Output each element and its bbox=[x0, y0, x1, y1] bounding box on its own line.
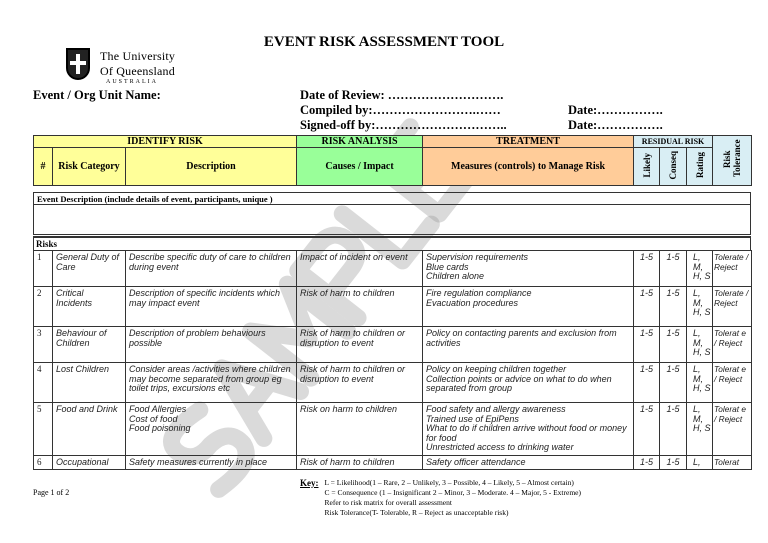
cell-tolerance[interactable]: Tolerate / Reject bbox=[713, 287, 752, 327]
cell-num[interactable]: 3 bbox=[34, 327, 53, 363]
cell-measures[interactable]: Safety officer attendance bbox=[423, 455, 634, 470]
key-consequence: C = Consequence (1 – Insignificant 2 – Minor, 3 – Moderate. 4 – Major, 5 - Extreme) bbox=[324, 488, 581, 497]
cell-description[interactable]: Food Allergies Cost of food Food poisoning bbox=[126, 403, 297, 456]
cell-description[interactable]: Safety measures currently in place bbox=[126, 455, 297, 470]
table-row bbox=[34, 363, 752, 403]
table-row bbox=[34, 327, 752, 363]
cell-measures[interactable]: Policy on keeping children together Collection points or advice on what to do when separated from group bbox=[423, 363, 634, 403]
key-likelihood: L = Likelihood(1 – Rare, 2 – Unlikely, 3 – Possible, 4 – Likely, 5 – Almost certain) bbox=[324, 478, 574, 487]
cell-rating[interactable]: L, M, H, S bbox=[687, 251, 713, 287]
cell-measures[interactable]: Policy on contacting parents and exclusion from activities bbox=[423, 327, 634, 363]
cell-measures[interactable]: Food safety and allergy awareness Trained use of EpiPens What to do if children arrive without food or money for food Unrestricted access to drinking water bbox=[423, 403, 634, 456]
cell-causes[interactable]: Risk on harm to children bbox=[297, 403, 423, 456]
event-description-field[interactable] bbox=[34, 205, 751, 235]
logo-line2: Of Queensland bbox=[100, 64, 175, 78]
cell-num[interactable]: 5 bbox=[34, 403, 53, 456]
cell-tolerance[interactable]: Tolerat e / Reject bbox=[713, 327, 752, 363]
cell-tolerance[interactable]: Tolerat e / Reject bbox=[713, 363, 752, 403]
cell-rating[interactable]: L, M, H, S bbox=[687, 363, 713, 403]
description-header: Description bbox=[126, 148, 297, 186]
university-logo bbox=[66, 48, 196, 86]
table-row bbox=[34, 287, 752, 327]
cell-causes[interactable]: Risk of harm to children or disruption to event bbox=[297, 327, 423, 363]
cell-causes[interactable]: Risk of harm to children bbox=[297, 287, 423, 327]
cell-rating[interactable]: L, M, H, S bbox=[687, 403, 713, 456]
risk-analysis-header: RISK ANALYSIS bbox=[297, 136, 423, 148]
cell-category[interactable]: Occupational bbox=[53, 455, 126, 470]
risks-section bbox=[33, 236, 751, 524]
crest-icon bbox=[66, 48, 90, 80]
causes-header: Causes / Impact bbox=[297, 148, 423, 186]
table-row bbox=[34, 403, 752, 456]
cell-num[interactable]: 2 bbox=[34, 287, 53, 327]
residual-risk-header: RESIDUAL RISK bbox=[634, 136, 713, 148]
category-header: Risk Category bbox=[53, 148, 126, 186]
rating-header: Rating bbox=[694, 151, 705, 178]
risks-table bbox=[33, 250, 752, 470]
cell-likely[interactable]: 1-5 bbox=[634, 455, 660, 470]
identify-risk-header: IDENTIFY RISK bbox=[34, 136, 297, 148]
treatment-header: TREATMENT bbox=[423, 136, 634, 148]
signed-off-by[interactable]: Signed-off by:………………………….. bbox=[300, 118, 507, 132]
cell-causes[interactable]: Risk of harm to children bbox=[297, 455, 423, 470]
cell-conseq[interactable]: 1-5 bbox=[660, 403, 687, 456]
likely-header: Likely bbox=[641, 152, 652, 178]
cell-description[interactable]: Consider areas /activities where children may become separated from group eg toilet trips, excursions etc bbox=[126, 363, 297, 403]
cell-conseq[interactable]: 1-5 bbox=[660, 363, 687, 403]
cell-conseq[interactable]: 1-5 bbox=[660, 287, 687, 327]
measures-header: Measures (controls) to Manage Risk bbox=[423, 148, 634, 186]
footer bbox=[33, 478, 751, 524]
page-number: Page 1 of 2 bbox=[33, 488, 70, 497]
cell-likely[interactable]: 1-5 bbox=[634, 363, 660, 403]
cell-rating[interactable]: L, M, H, S bbox=[687, 287, 713, 327]
cell-rating[interactable]: L, bbox=[687, 455, 713, 470]
cell-description[interactable]: Description of problem behaviours possible bbox=[126, 327, 297, 363]
cell-conseq[interactable]: 1-5 bbox=[660, 327, 687, 363]
logo-line3: AUSTRALIA bbox=[106, 79, 158, 85]
cell-description[interactable]: Description of specific incidents which may impact event bbox=[126, 287, 297, 327]
cell-tolerance[interactable]: Tolerat bbox=[713, 455, 752, 470]
table-row bbox=[34, 455, 752, 470]
cell-likely[interactable]: 1-5 bbox=[634, 251, 660, 287]
cell-measures[interactable]: Fire regulation compliance Evacuation procedures bbox=[423, 287, 634, 327]
key-label: Key: bbox=[300, 478, 319, 488]
cell-conseq[interactable]: 1-5 bbox=[660, 251, 687, 287]
cell-causes[interactable]: Risk of harm to children or disruption to event bbox=[297, 363, 423, 403]
key-legend bbox=[300, 478, 581, 518]
risks-label: Risks bbox=[33, 236, 751, 250]
date-of-review[interactable]: Date of Review: ………………………. bbox=[300, 88, 504, 102]
event-description-table bbox=[33, 192, 751, 235]
logo-line1: The University bbox=[100, 49, 176, 63]
compiled-by[interactable]: Compiled by:…………………….…… bbox=[300, 103, 501, 117]
cell-measures[interactable]: Supervision requirements Blue cards Children alone bbox=[423, 251, 634, 287]
conseq-header: Conseq bbox=[668, 150, 679, 180]
num-header: # bbox=[34, 148, 53, 186]
cell-tolerance[interactable]: Tolerat e / Reject bbox=[713, 403, 752, 456]
cell-num[interactable]: 6 bbox=[34, 455, 53, 470]
cell-likely[interactable]: 1-5 bbox=[634, 403, 660, 456]
key-matrix: Refer to risk matrix for overall assessment bbox=[324, 498, 452, 507]
cell-likely[interactable]: 1-5 bbox=[634, 327, 660, 363]
cell-num[interactable]: 1 bbox=[34, 251, 53, 287]
cell-causes[interactable]: Impact of incident on event bbox=[297, 251, 423, 287]
cell-rating[interactable]: L, M, H, S bbox=[687, 327, 713, 363]
compiled-date[interactable]: Date:……………. bbox=[568, 103, 663, 117]
tolerance-header: Risk Tolerance bbox=[722, 139, 743, 177]
signed-off-date[interactable]: Date:……………. bbox=[568, 118, 663, 132]
key-tolerance: Risk Tolerance(T- Tolerable, R – Reject as unacceptable risk) bbox=[324, 508, 509, 517]
cell-category[interactable]: Food and Drink bbox=[53, 403, 126, 456]
cell-category[interactable]: General Duty of Care bbox=[53, 251, 126, 287]
cell-conseq[interactable]: 1-5 bbox=[660, 455, 687, 470]
cell-num[interactable]: 4 bbox=[34, 363, 53, 403]
page-title: EVENT RISK ASSESSMENT TOOL bbox=[263, 34, 505, 50]
event-name-label: Event / Org Unit Name: bbox=[33, 88, 161, 102]
header-table bbox=[33, 135, 752, 186]
cell-likely[interactable]: 1-5 bbox=[634, 287, 660, 327]
table-row bbox=[34, 251, 752, 287]
event-description-label: Event Description (include details of event, participants, unique ) bbox=[34, 193, 751, 205]
cell-category[interactable]: Lost Children bbox=[53, 363, 126, 403]
cell-tolerance[interactable]: Tolerate / Reject bbox=[713, 251, 752, 287]
cell-category[interactable]: Critical Incidents bbox=[53, 287, 126, 327]
cell-description[interactable]: Describe specific duty of care to children during event bbox=[126, 251, 297, 287]
cell-category[interactable]: Behaviour of Children bbox=[53, 327, 126, 363]
